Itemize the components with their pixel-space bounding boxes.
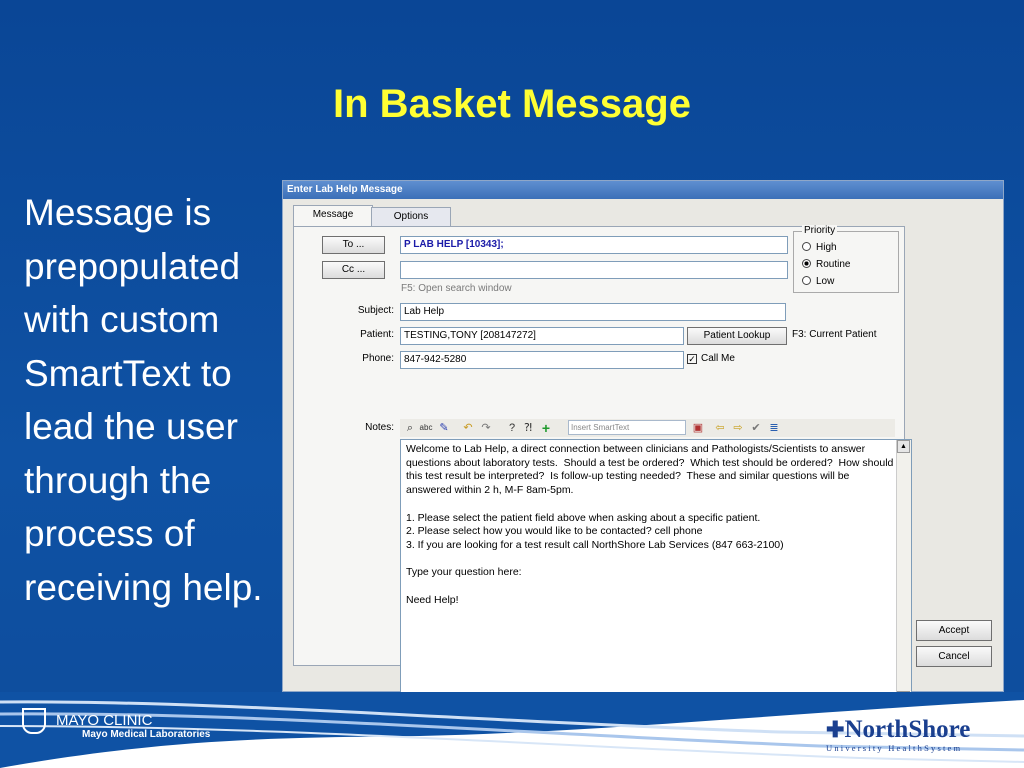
to-field[interactable]: P LAB HELP [10343]; bbox=[400, 236, 788, 254]
tab-message[interactable]: Message bbox=[293, 205, 373, 226]
radio-selected-icon bbox=[802, 259, 811, 268]
priority-legend: Priority bbox=[804, 225, 836, 236]
mayo-shield-icon bbox=[22, 708, 46, 734]
priority-low-label: Low bbox=[816, 276, 835, 287]
slide-title: In Basket Message bbox=[333, 82, 691, 126]
scroll-up-icon[interactable]: ▲ bbox=[897, 440, 910, 453]
radio-unselected-icon bbox=[802, 276, 811, 285]
notes-scrollbar[interactable] bbox=[896, 440, 911, 704]
northshore-text: NorthShore bbox=[844, 716, 971, 743]
find-icon[interactable]: ⌕ bbox=[406, 422, 414, 434]
add-icon[interactable]: + bbox=[541, 420, 551, 436]
smartphrase-icon[interactable]: ⁈ bbox=[523, 422, 533, 434]
priority-routine-label: Routine bbox=[816, 259, 851, 270]
priority-high-label: High bbox=[816, 242, 837, 253]
phone-label: Phone: bbox=[362, 353, 394, 364]
call-me-label: Call Me bbox=[701, 353, 735, 364]
highlighter-icon[interactable]: ✎ bbox=[439, 422, 449, 434]
radio-unselected-icon bbox=[802, 242, 811, 251]
patient-lookup-button[interactable]: Patient Lookup bbox=[687, 327, 787, 345]
checkmark-icon: ✓ bbox=[688, 354, 696, 364]
list-icon[interactable]: ≣ bbox=[769, 422, 779, 434]
call-me-checkbox[interactable] bbox=[687, 351, 735, 367]
current-patient-hint: F3: Current Patient bbox=[792, 329, 877, 340]
dialog-title: Enter Lab Help Message bbox=[283, 181, 1003, 199]
mayo-text: MAYO CLINIC bbox=[56, 711, 153, 729]
notes-editor[interactable] bbox=[400, 439, 912, 705]
accept-button[interactable]: Accept bbox=[916, 620, 992, 641]
priority-low-radio[interactable] bbox=[802, 276, 834, 288]
smarttext-input[interactable]: Insert SmartText bbox=[568, 420, 686, 435]
priority-routine-radio[interactable] bbox=[802, 259, 850, 271]
to-button[interactable]: To ... bbox=[322, 236, 385, 254]
cc-button[interactable]: Cc ... bbox=[322, 261, 385, 279]
patient-field[interactable]: TESTING,TONY [208147272] bbox=[400, 327, 684, 345]
cc-field[interactable] bbox=[400, 261, 788, 279]
northshore-logo bbox=[826, 716, 970, 744]
check-tool-icon[interactable]: ✔ bbox=[751, 422, 761, 434]
arrow-left-icon[interactable]: ⇦ bbox=[715, 422, 725, 434]
mayo-subtitle: Mayo Medical Laboratories bbox=[82, 729, 211, 740]
notes-text: Welcome to Lab Help, a direct connection between clinicians and Pathologists/Scientists to answer questions about laboratory tests. Should a test be ordered? Which test should be ordered? How should this test result be interpreted? Is follow-up testing needed? These and similar questions will be answered within 2 h, M-F 8am-5pm. 1. Please select the patient field above when asking about a specific patient. 2. Please select how you would like to be contacted? cell phone 3. If you are looking for a test result call NorthShore Lab Services (847 663-2100) Type your question here: Need Help! bbox=[406, 443, 894, 606]
message-panel bbox=[293, 226, 905, 666]
patient-label: Patient: bbox=[360, 329, 394, 340]
phone-field[interactable]: 847-942-5280 bbox=[400, 351, 684, 369]
search-hint: F5: Open search window bbox=[401, 283, 512, 294]
undo-icon[interactable]: ↶ bbox=[463, 422, 473, 434]
cancel-button[interactable]: Cancel bbox=[916, 646, 992, 667]
subject-label: Subject: bbox=[357, 305, 394, 316]
tab-options[interactable]: Options bbox=[371, 207, 451, 226]
priority-group bbox=[793, 225, 899, 293]
priority-high-radio[interactable] bbox=[802, 242, 837, 254]
redo-icon[interactable]: ↷ bbox=[481, 422, 491, 434]
help-icon[interactable]: ? bbox=[508, 422, 516, 434]
cross-icon: ✚ bbox=[826, 717, 845, 742]
lab-help-dialog bbox=[282, 180, 1004, 692]
slide-bullet-text: Message is prepopulated with custom SmartText to lead the user through the process of receiving help. bbox=[24, 192, 263, 608]
arrow-right-icon[interactable]: ⇨ bbox=[733, 422, 743, 434]
subject-field[interactable]: Lab Help bbox=[400, 303, 786, 321]
northshore-subtitle: University HealthSystem bbox=[826, 743, 963, 753]
window-icon[interactable]: ▣ bbox=[692, 422, 704, 434]
notes-label: Notes: bbox=[365, 422, 394, 433]
spellcheck-icon[interactable]: abc bbox=[419, 423, 433, 432]
notes-toolbar bbox=[400, 419, 895, 437]
